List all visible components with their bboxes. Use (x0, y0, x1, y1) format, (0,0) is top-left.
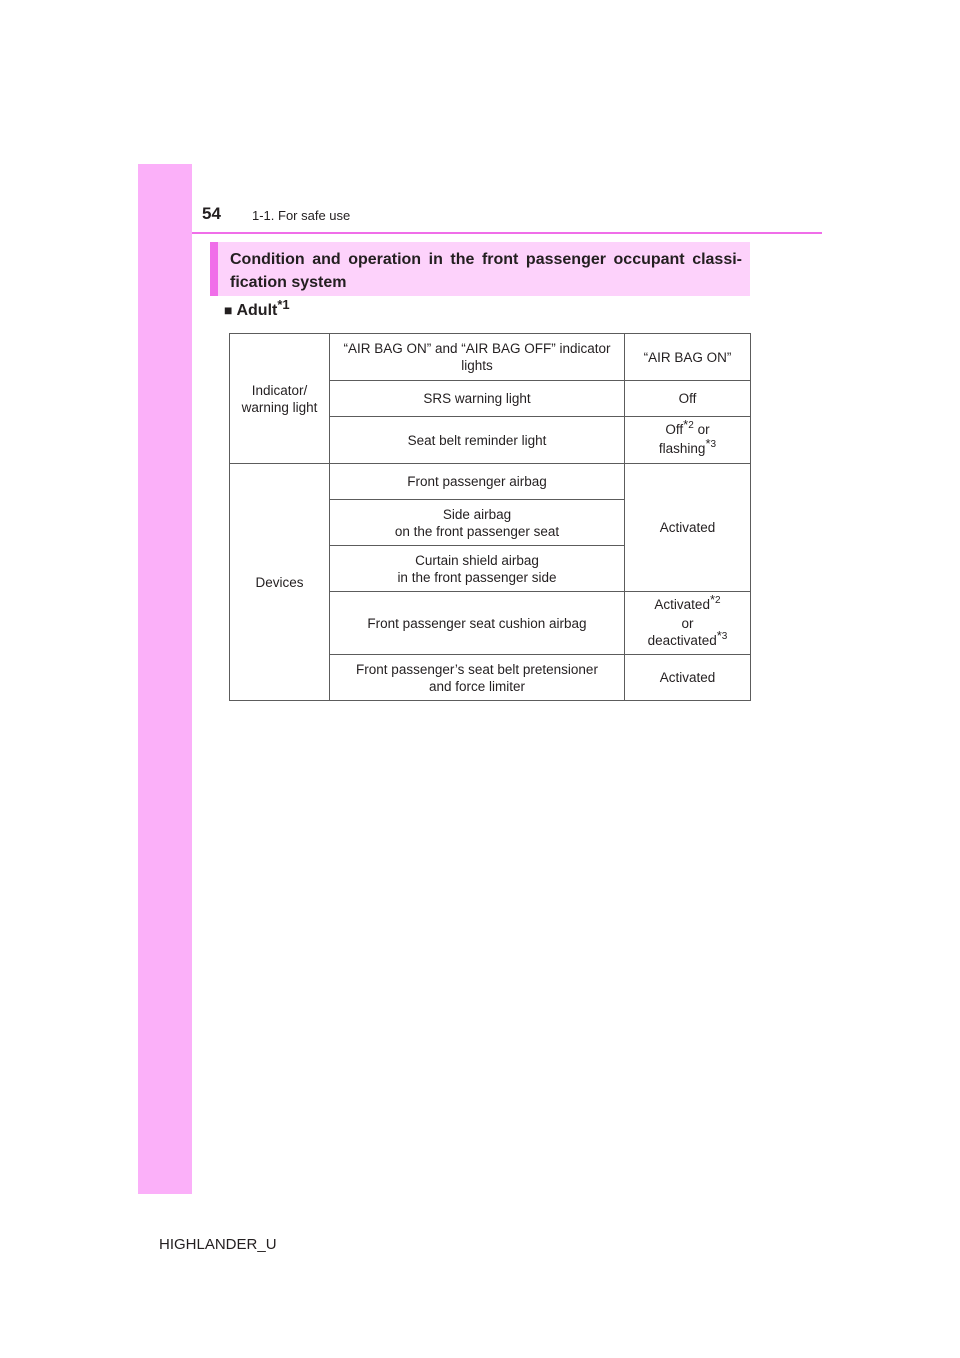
table-cell-item: Front passenger’s seat belt pretensioner and force limiter (330, 655, 625, 701)
footnote-mark: *1 (277, 297, 290, 312)
table-cell-status: Activated (625, 464, 751, 592)
header-rule (192, 232, 822, 234)
table-cell-item: Front passenger seat cushion airbag (330, 592, 625, 655)
table-cell-item: Side airbag on the front passenger seat (330, 500, 625, 546)
side-tab-bar (138, 164, 192, 1194)
subheading-label: Adult (236, 302, 278, 319)
section-title: 1-1. For safe use (252, 208, 351, 223)
heading-line-2: fication system (230, 274, 347, 291)
footer-model-code: HIGHLANDER_U (159, 1236, 277, 1253)
table-cell-status: “AIR BAG ON” (625, 334, 751, 381)
group-label-indicator: Indicator/ warning light (230, 334, 330, 464)
occupant-classification-table (229, 333, 751, 701)
square-bullet-icon: ■ (224, 302, 233, 318)
table-cell-item: Seat belt reminder light (330, 417, 625, 464)
table-row (230, 464, 751, 500)
table-cell-status: Off (625, 381, 751, 417)
table-cell-item: Curtain shield airbag in the front passenger side (330, 546, 625, 592)
heading-line-1: Condition and operation in the front passenger occupant classi- (230, 251, 742, 268)
group-label-devices: Devices (230, 464, 330, 701)
table-cell-status: Activated (625, 655, 751, 701)
table-cell-item: Front passenger airbag (330, 464, 625, 500)
table-cell-item: “AIR BAG ON” and “AIR BAG OFF” indicator lights (330, 334, 625, 381)
table-cell-status: Off*$^2$ or flashing*$^3$ (625, 417, 751, 464)
page-number: 54 (202, 204, 221, 223)
table-cell-item: SRS warning light (330, 381, 625, 417)
section-heading (210, 242, 750, 296)
table-cell-status: Activated*$^2$ or deactivated*$^3$ (625, 592, 751, 655)
table-row (230, 334, 751, 381)
subheading-adult (224, 297, 290, 320)
